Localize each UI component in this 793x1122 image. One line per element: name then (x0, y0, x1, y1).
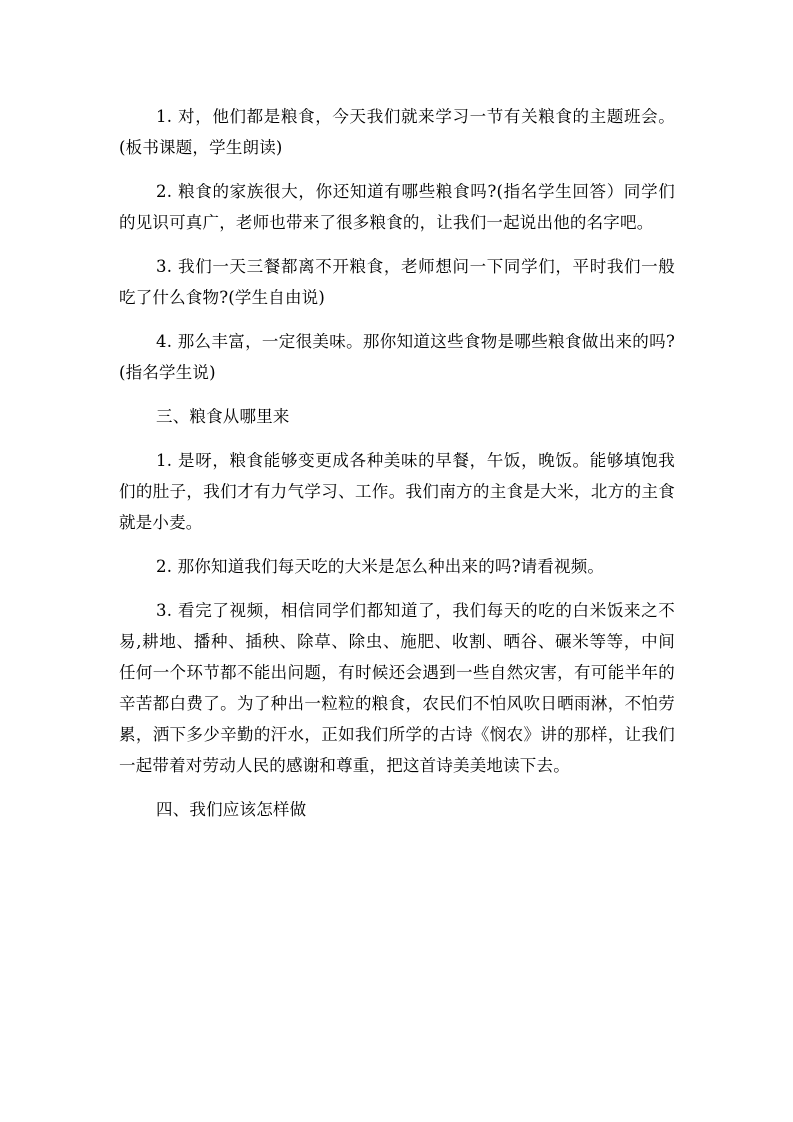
document-page (119, 101, 675, 838)
section3-paragraph-3: 3. 看完了视频，相信同学们都知道了，我们每天的吃的白米饭来之不易,耕地、播种、插秧、除草、除虫、施肥、收割、晒谷、碾米等等，中间任何一个环节都不能出问题，有时候还会遇到一些自然灾害，有可能半年的辛苦都白费了。为了种出一粒粒的粮食，农民们不怕风吹日晒雨淋，不怕劳累，洒下多少辛勤的汗水，正如我们所学的古诗《悯农》讲的那样，让我们一起带着对劳动人民的感谢和尊重，把这首诗美美地读下去。 (119, 601, 675, 775)
paragraph-2: 2. 粮食的家族很大，你还知道有哪些粮食吗?(指名学生回答）同学们的见识可真广，老师也带来了很多粮食的，让我们一起说出他的名字吧。 (119, 182, 675, 232)
section3-paragraph-1: 1. 是呀，粮食能够变更成各种美味的早餐，午饭，晚饭。能够填饱我们的肚子，我们才有力气学习、工作。我们南方的主食是大米，北方的主食就是小麦。 (119, 451, 675, 532)
section-heading-4: 四、我们应该怎样做 (156, 800, 307, 819)
paragraph-4: 4. 那么丰富，一定很美味。那你知道这些食物是哪些粮食做出来的吗?(指名学生说) (119, 332, 675, 382)
paragraph-1: 1. 对，他们都是粮食，今天我们就来学习一节有关粮食的主题班会。(板书课题，学生朗读) (119, 107, 675, 157)
section-heading-3: 三、粮食从哪里来 (156, 407, 290, 426)
section3-paragraph-2: 2. 那你知道我们每天吃的大米是怎么种出来的吗?请看视频。 (156, 557, 605, 576)
paragraph-3: 3. 我们一天三餐都离不开粮食，老师想问一下同学们，平时我们一般吃了什么食物?(学生自由说) (119, 257, 675, 307)
